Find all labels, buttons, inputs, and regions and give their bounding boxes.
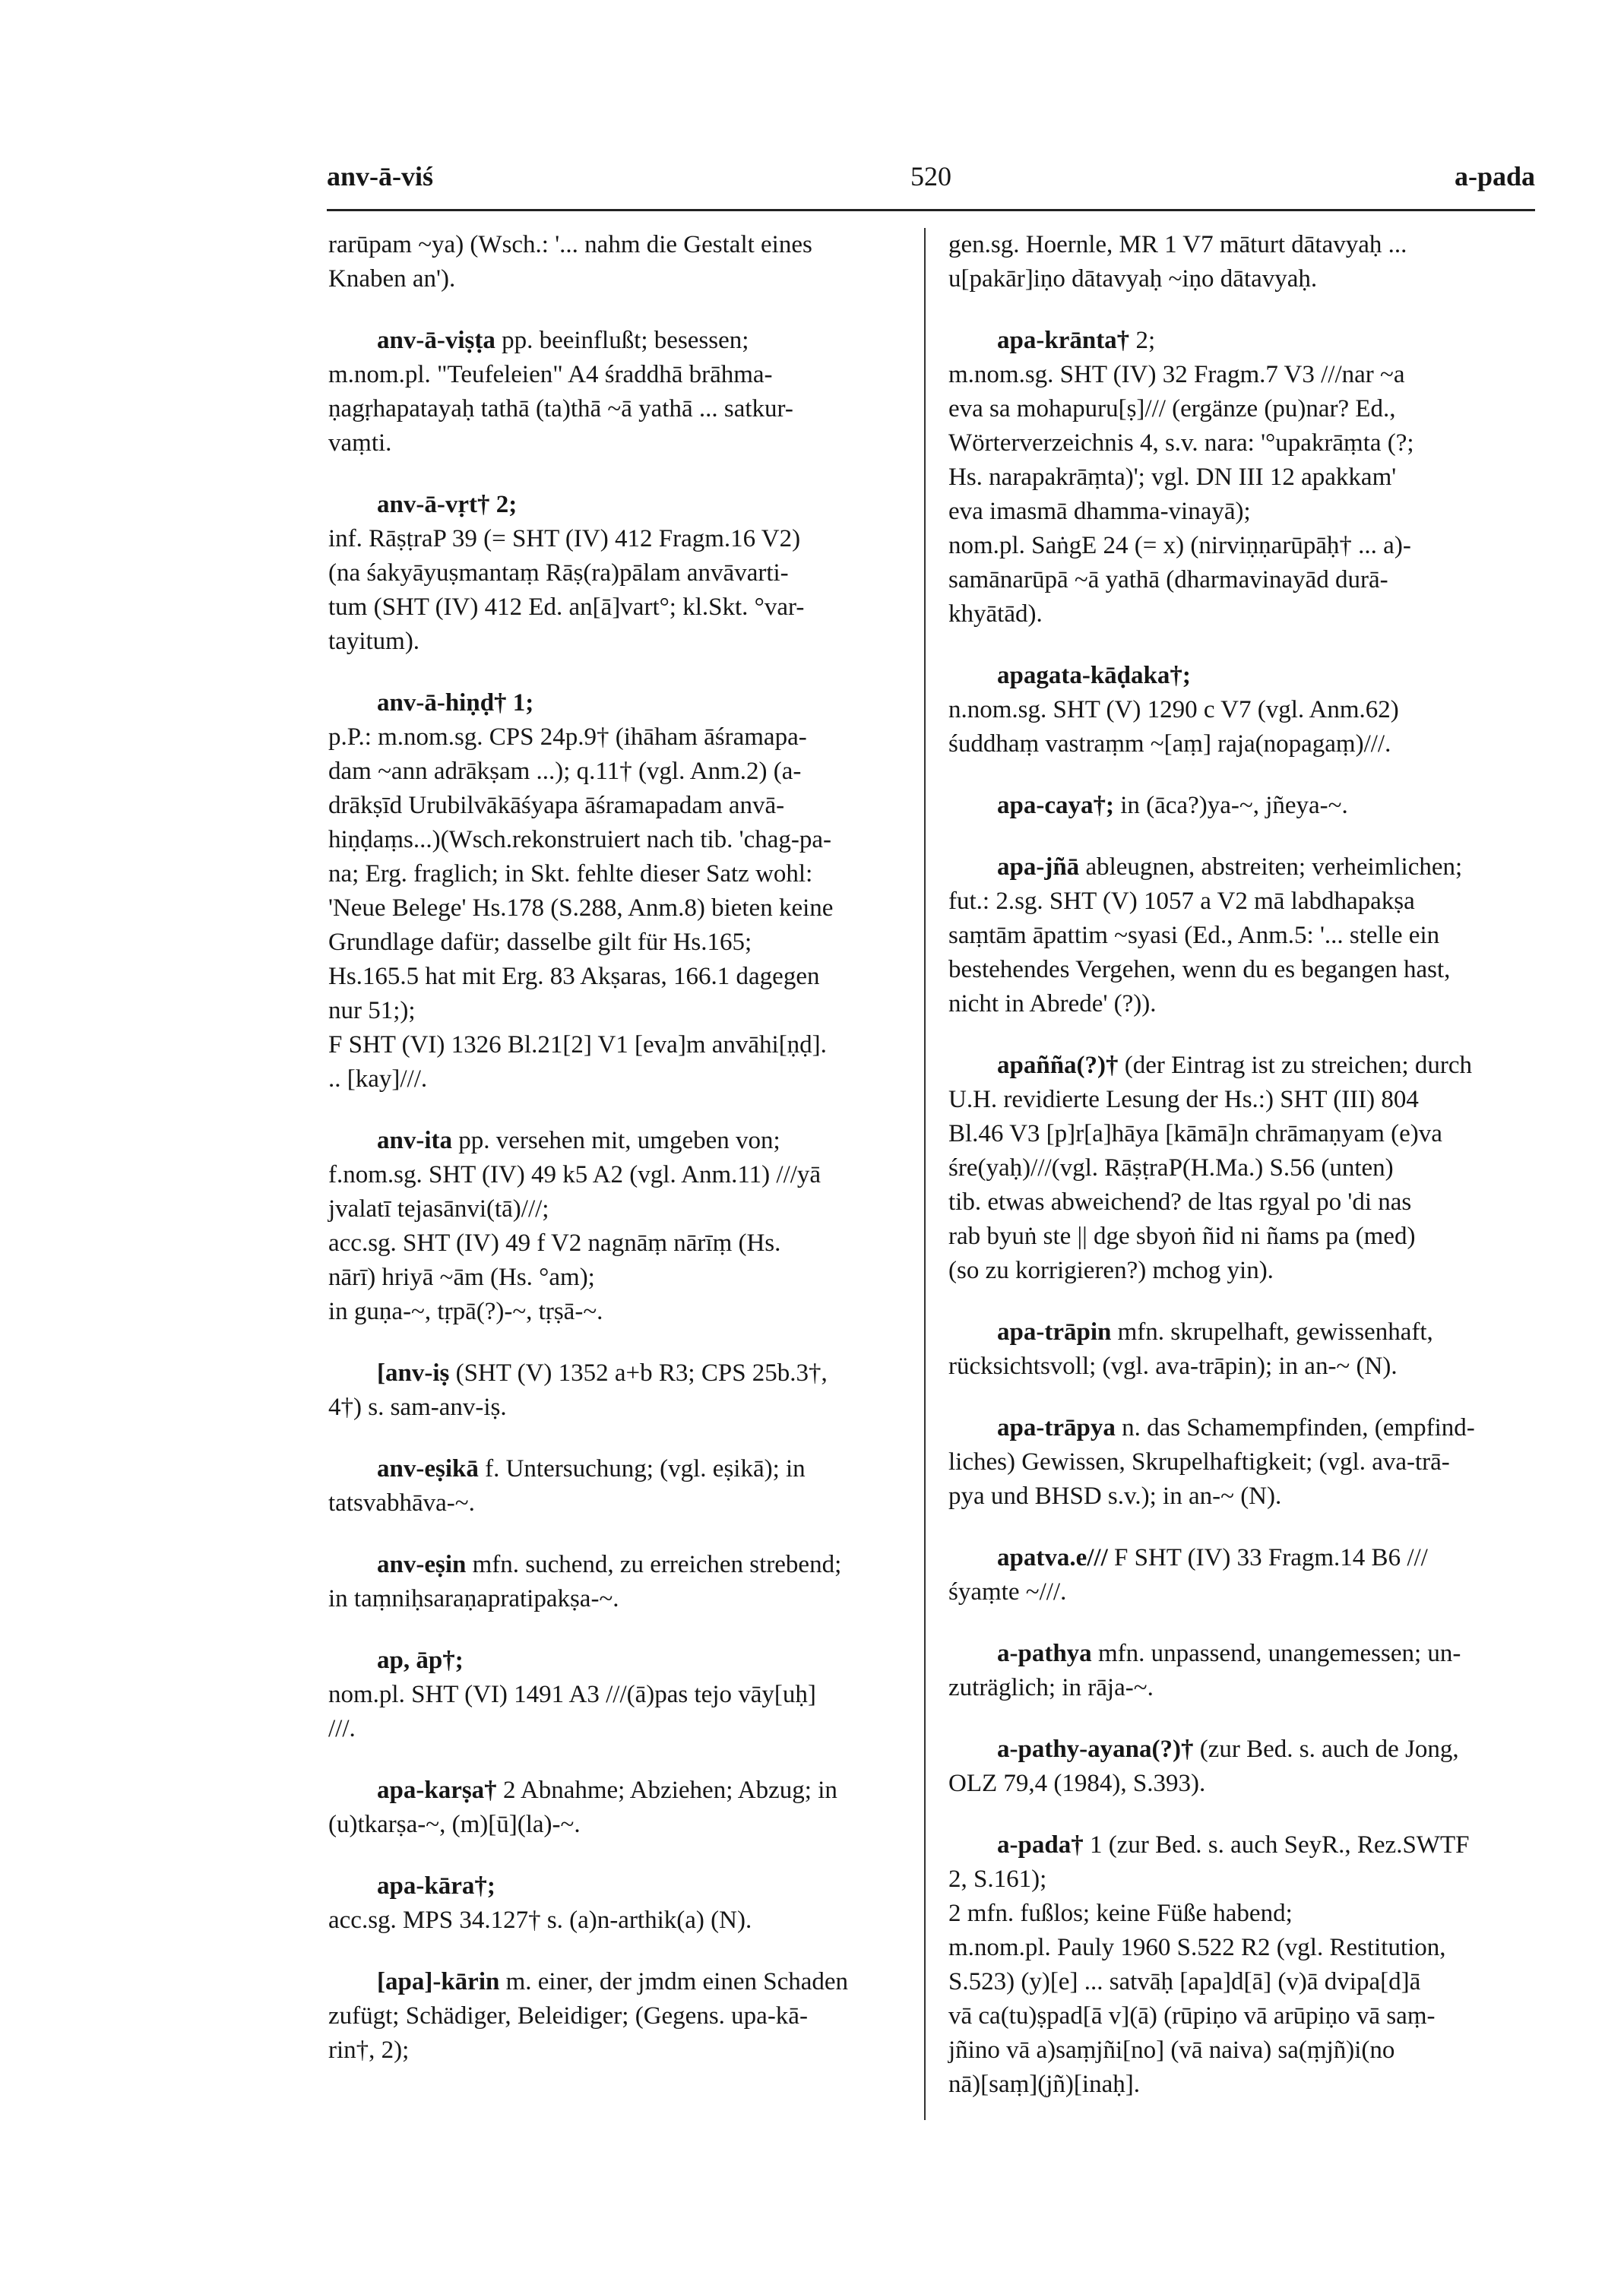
entry-text: S.523) (y)[e] ... satvāḥ [apa]d[ā] (v)ā dvipa[d]ā: [948, 1968, 1421, 1995]
right-column: [948, 228, 1537, 2129]
entry-text: Bl.46 V3 [p]r[a]hāya [kāmā]n chrāmaṇyam (e)va: [948, 1120, 1442, 1147]
dictionary-entry: [948, 228, 1537, 296]
entry-text: n.nom.sg. SHT (V) 1290 c V7 (vgl. Anm.62): [948, 696, 1399, 723]
entry-line: [328, 522, 917, 556]
entry-text: rücksichtsvoll; (vgl. ava-trāpin); in an-~ (N).: [948, 1353, 1398, 1380]
entry-text: zuträglich; in rāja-~.: [948, 1674, 1154, 1701]
entry-line: [328, 1486, 917, 1521]
entry-text: mfn. unpassend, unangemessen; un-: [1091, 1640, 1461, 1667]
entry-text: śre(yaḥ)///(vgl. RāṣṭraP(H.Ma.) S.56 (unten): [948, 1154, 1394, 1182]
entry-line: [328, 1192, 917, 1226]
entry-line: [328, 686, 917, 720]
entry-line: [948, 659, 1537, 693]
entry-line: [948, 1254, 1537, 1288]
entry-text: (SHT (V) 1352 a+b R3; CPS 25b.3†,: [449, 1359, 828, 1387]
entry-line: [948, 1117, 1537, 1151]
entry-line: [328, 1226, 917, 1261]
entry-line: [948, 1411, 1537, 1445]
dictionary-entry: [328, 1124, 917, 1329]
entry-text: (der Eintrag ist zu streichen; durch: [1118, 1052, 1473, 1079]
entry-text: dam ~ann adrākṣam ...); q.11† (vgl. Anm.2) (a-: [328, 758, 802, 785]
page-number: 520: [910, 161, 951, 191]
entry-line: [328, 392, 917, 426]
entry-line: [328, 324, 917, 358]
entry-text: gen.sg. Hoernle, MR 1 V7 māturt dātavyaḥ ...: [948, 231, 1407, 258]
entry-text: .. [kay]///.: [328, 1065, 428, 1093]
entry-line: [328, 488, 917, 522]
entry-text: pya und BHSD s.v.); in an-~ (N).: [948, 1483, 1282, 1510]
entry-line: [948, 850, 1537, 885]
entry-text: ableugnen, abstreiten; verheimlichen;: [1079, 853, 1463, 881]
entry-text: OLZ 79,4 (1984), S.393).: [948, 1770, 1206, 1797]
entry-line: [948, 953, 1537, 987]
dictionary-entry: [328, 686, 917, 1097]
entry-line: [328, 960, 917, 994]
entry-lemma: anv-ā-hiṇḍ† 1;: [377, 689, 534, 717]
entry-line: [328, 1548, 917, 1582]
entry-text: n. das Schamempfinden, (empfind-: [1115, 1414, 1475, 1441]
entry-text: m.nom.pl. Pauly 1960 S.522 R2 (vgl. Restitution,: [948, 1934, 1446, 1961]
entry-text: drākṣīd Urubilvākāśyapa āśramapadam anvā-: [328, 792, 785, 819]
entry-line: [948, 262, 1537, 296]
entry-line: [328, 1644, 917, 1678]
entry-text: (zur Bed. s. auch de Jong,: [1193, 1736, 1459, 1763]
entry-line: [948, 885, 1537, 919]
entry-text: Wörterverzeichnis 4, s.v. nara: '°upakrāṃta (?;: [948, 429, 1414, 457]
dictionary-entry: [328, 1965, 917, 2068]
entry-line: [948, 1541, 1537, 1575]
entry-line: [328, 1965, 917, 1999]
entry-text: saṃtām āpattim ~syasi (Ed., Anm.5: '... stelle ein: [948, 922, 1440, 949]
entry-text: f. Untersuchung; (vgl. eṣikā); in: [478, 1455, 806, 1483]
entry-lemma: apañña(?)†: [997, 1052, 1119, 1079]
entry-text: Knaben an').: [328, 265, 456, 293]
entry-line: [948, 789, 1537, 823]
entry-line: [948, 1151, 1537, 1185]
entry-text: śyaṃte ~///.: [948, 1578, 1067, 1606]
entry-text: u[pakār]iṇo dātavyaḥ ~iṇo dātavyaḥ.: [948, 265, 1318, 293]
entry-text: nicht in Abrede' (?)).: [948, 990, 1157, 1017]
entry-line: [948, 1828, 1537, 1862]
entry-text: ṇagṛhapatayaḥ tathā (ta)thā ~ā yathā ... satkur-: [328, 395, 793, 422]
entry-lemma: anv-ā-vṛt† 2;: [377, 491, 518, 518]
entry-lemma: apa-trāpya: [997, 1414, 1116, 1441]
entry-text: mfn. suchend, zu erreichen strebend;: [466, 1551, 842, 1578]
entry-line: [328, 994, 917, 1028]
entry-text: mfn. skrupelhaft, gewissenhaft,: [1111, 1318, 1433, 1346]
entry-text: nur 51;);: [328, 997, 416, 1024]
entry-text: hiṇḍaṃs...)(Wsch.rekonstruiert nach tib. 'chag-pa-: [328, 826, 832, 853]
entry-text: vaṃti.: [328, 429, 392, 457]
entry-text: Grundlage dafür; dasselbe gilt für Hs.165;: [328, 929, 752, 956]
dictionary-entry: [948, 1828, 1537, 2102]
entry-text: 4†) s. sam-anv-iṣ.: [328, 1394, 507, 1421]
left-column: [328, 228, 917, 2095]
entry-text: in taṃniḥsaraṇapratipakṣa-~.: [328, 1585, 619, 1612]
entry-line: [948, 727, 1537, 761]
entry-text: in (āca?)ya-~, jñeya-~.: [1113, 792, 1348, 819]
entry-text: bestehendes Vergehen, wenn du es begangen hast,: [948, 956, 1451, 983]
entry-text: acc.sg. MPS 34.127† s. (a)n-arthik(a) (N).: [328, 1907, 752, 1934]
entry-lemma: anv-eṣin: [377, 1551, 467, 1578]
entry-text: rarūpam ~ya) (Wsch.: '... nahm die Gestalt eines: [328, 231, 812, 258]
entry-text: U.H. revidierte Lesung der Hs.:) SHT (III) 804: [948, 1086, 1419, 1113]
entry-lemma: apatva.e///: [997, 1544, 1108, 1571]
entry-lemma: apa-karṣa†: [377, 1777, 497, 1804]
entry-lemma: apagata-kāḍaka†;: [997, 662, 1191, 689]
dictionary-entry: [328, 488, 917, 659]
entry-text: m.nom.sg. SHT (IV) 32 Fragm.7 V3 ///nar ~a: [948, 361, 1405, 388]
entry-line: [948, 1445, 1537, 1479]
entry-line: [948, 426, 1537, 460]
entry-text: inf. RāṣṭraP 39 (= SHT (IV) 412 Fragm.16 V2): [328, 525, 801, 552]
dictionary-entry: [328, 1869, 917, 1938]
entry-line: [328, 1356, 917, 1391]
entry-line: [948, 1862, 1537, 1897]
dictionary-entry: [948, 789, 1537, 823]
entry-line: [328, 1808, 917, 1842]
column-divider: [924, 228, 926, 2120]
entry-line: [948, 2068, 1537, 2102]
dictionary-entry: [948, 1411, 1537, 1514]
entry-line: [328, 625, 917, 659]
entry-lemma: anv-ā-viṣṭa: [377, 327, 495, 354]
entry-text: khyātād).: [948, 600, 1043, 628]
dictionary-entry: [948, 1049, 1537, 1288]
entry-line: [948, 1965, 1537, 1999]
entry-text: eva imasmā dhamma-vinayā);: [948, 498, 1251, 525]
entry-line: [948, 1733, 1537, 1767]
entry-line: [948, 693, 1537, 727]
entry-line: [328, 228, 917, 262]
entry-line: [948, 1479, 1537, 1514]
entry-line: [328, 590, 917, 625]
entry-text: F SHT (VI) 1326 Bl.21[2] V1 [eva]m anvāhi[ṇḍ].: [328, 1031, 827, 1059]
entry-text: eva sa mohapuru[ṣ]/// (ergänze (pu)nar? Ed.,: [948, 395, 1396, 422]
entry-text: 2 Abnahme; Abziehen; Abzug; in: [496, 1777, 837, 1804]
entry-text: f.nom.sg. SHT (IV) 49 k5 A2 (vgl. Anm.11) ///yā: [328, 1161, 821, 1188]
entry-line: [948, 1897, 1537, 1931]
entry-line: [948, 460, 1537, 495]
entry-line: [328, 720, 917, 755]
entry-text: (so zu korrigieren?) mchog yin).: [948, 1257, 1274, 1284]
entry-text: samānarūpā ~ā yathā (dharmavinayād durā-: [948, 566, 1388, 593]
entry-lemma: apa-krānta†: [997, 327, 1130, 354]
entry-lemma: [apa]-kārin: [377, 1968, 500, 1995]
dictionary-entry: [328, 1644, 917, 1746]
dictionary-entry: [328, 324, 917, 460]
entry-text: F SHT (IV) 33 Fragm.14 B6 ///: [1107, 1544, 1428, 1571]
entry-text: p.P.: m.nom.sg. CPS 24p.9† (ihāham āśramapa-: [328, 723, 807, 751]
entry-text: fut.: 2.sg. SHT (V) 1057 a V2 mā labdhapakṣa: [948, 888, 1415, 915]
entry-line: [948, 987, 1537, 1021]
entry-text: 1 (zur Bed. s. auch SeyR., Rez.SWTF: [1083, 1831, 1470, 1859]
entry-lemma: anv-eṣikā: [377, 1455, 479, 1483]
entry-text: śuddhaṃ vastraṃm ~[aṃ] raja(nopagaṃ)///.: [948, 730, 1391, 758]
entry-text: jñino vā a)saṃjñi[no] (vā naiva) sa(ṃjñ)i(no: [948, 2036, 1395, 2064]
entry-text: 'Neue Belege' Hs.178 (S.288, Anm.8) bieten keine: [328, 894, 834, 922]
entry-text: na; Erg. fraglich; in Skt. fehlte dieser Satz wohl:: [328, 860, 813, 888]
entry-line: [948, 529, 1537, 563]
entry-line: [328, 1062, 917, 1097]
entry-lemma: a-pada†: [997, 1831, 1084, 1859]
entry-text: (u)tkarṣa-~, (m)[ū](la)-~.: [328, 1811, 581, 1838]
entry-lemma: apa-kāra†;: [377, 1872, 495, 1900]
dictionary-entry: [328, 1774, 917, 1842]
entry-line: [328, 926, 917, 960]
entry-line: [328, 1452, 917, 1486]
entry-line: [948, 1999, 1537, 2033]
entry-line: [948, 358, 1537, 392]
entry-line: [328, 556, 917, 590]
entry-lemma: apa-trāpin: [997, 1318, 1112, 1346]
entry-text: acc.sg. SHT (IV) 49 f V2 nagnāṃ nārīṃ (Hs.: [328, 1229, 781, 1257]
entry-line: [328, 755, 917, 789]
entry-text: jvalatī tejasānvi(tā)///;: [328, 1195, 549, 1223]
entry-text: rin†, 2);: [328, 2036, 410, 2064]
entry-text: 2 mfn. fußlos; keine Füße habend;: [948, 1900, 1293, 1927]
entry-line: [948, 1637, 1537, 1671]
entry-line: [948, 1185, 1537, 1220]
entry-line: [948, 1575, 1537, 1609]
entry-line: [948, 392, 1537, 426]
dictionary-entry: [948, 659, 1537, 761]
entry-lemma: ap, āp†;: [377, 1647, 464, 1674]
entry-text: vā ca(tu)ṣpad[ā v](ā) (rūpiṇo vā arūpiṇo vā saṃ-: [948, 2002, 1436, 2030]
entry-lemma: a-pathy-ayana(?)†: [997, 1736, 1194, 1763]
entry-line: [948, 1671, 1537, 1705]
entry-text: zufügt; Schädiger, Beleidiger; (Gegens. upa-kā-: [328, 2002, 808, 2030]
entry-line: [328, 1028, 917, 1062]
entry-text: nārī) hriyā ~ām (Hs. °am);: [328, 1264, 595, 1291]
entry-line: [328, 1391, 917, 1425]
entry-line: [948, 563, 1537, 597]
entry-text: (na śakyāyuṣmantaṃ Rāṣ(ra)pālam anvāvarti-: [328, 559, 789, 587]
dictionary-entry: [328, 1452, 917, 1521]
entry-line: [328, 1678, 917, 1712]
entry-text: Hs. narapakrāṃta)'; vgl. DN III 12 apakkam': [948, 464, 1397, 491]
entry-lemma: apa-jñā: [997, 853, 1080, 881]
entry-line: [328, 426, 917, 460]
dictionary-entry: [948, 1637, 1537, 1705]
entry-line: [948, 495, 1537, 529]
entry-line: [328, 891, 917, 926]
dictionary-entry: [948, 1315, 1537, 1384]
entry-line: [948, 324, 1537, 358]
entry-line: [328, 262, 917, 296]
entry-lemma: apa-caya†;: [997, 792, 1114, 819]
entry-text: 2;: [1129, 327, 1156, 354]
entry-lemma: anv-ita: [377, 1127, 452, 1154]
entry-text: ///.: [328, 1715, 356, 1742]
entry-text: tatsvabhāva-~.: [328, 1489, 475, 1517]
entry-lemma: a-pathya: [997, 1640, 1092, 1667]
page-header: [327, 156, 1535, 211]
entry-line: [948, 228, 1537, 262]
entry-line: [328, 1999, 917, 2033]
entry-text: rab byuṅ ste || dge sbyoṅ ñid ni ñams pa (med): [948, 1223, 1416, 1250]
entry-line: [328, 789, 917, 823]
entry-line: [948, 1315, 1537, 1350]
entry-text: pp. versehen mit, umgeben von;: [452, 1127, 780, 1154]
entry-text: tib. etwas abweichend? de ltas rgyal po 'di nas: [948, 1188, 1412, 1216]
entry-line: [948, 919, 1537, 953]
entry-line: [948, 2033, 1537, 2068]
entry-text: nom.pl. SHT (VI) 1491 A3 ///(ā)pas tejo vāy[uḥ]: [328, 1681, 816, 1708]
entry-text: Hs.165.5 hat mit Erg. 83 Akṣaras, 166.1 dagegen: [328, 963, 820, 990]
entry-line: [328, 857, 917, 891]
entry-line: [328, 1904, 917, 1938]
dictionary-entry: [328, 1356, 917, 1425]
entry-line: [328, 1158, 917, 1192]
header-right-lemma: a-pada: [1454, 161, 1535, 191]
entry-text: nā)[saṃ](jñ)[inaḥ].: [948, 2071, 1140, 2098]
entry-line: [948, 1350, 1537, 1384]
entry-text: pp. beeinflußt; besessen;: [495, 327, 749, 354]
entry-line: [948, 597, 1537, 631]
header-left-lemma: anv-ā-viś: [327, 161, 434, 191]
entry-line: [948, 1049, 1537, 1083]
dictionary-entry: [328, 1548, 917, 1616]
dictionary-entry: [948, 1733, 1537, 1801]
entry-text: nom.pl. SaṅgE 24 (= x) (nirviṇṇarūpāḥ† ... a)-: [948, 532, 1411, 559]
entry-text: m.nom.pl. "Teufeleien" A4 śraddhā brāhma-: [328, 361, 773, 388]
entry-line: [328, 1261, 917, 1295]
entry-text: tayitum).: [328, 628, 420, 655]
entry-text: m. einer, der jmdm einen Schaden: [499, 1968, 849, 1995]
entry-line: [328, 1869, 917, 1904]
entry-line: [328, 1124, 917, 1158]
dictionary-entry: [328, 228, 917, 296]
entry-line: [328, 358, 917, 392]
entry-line: [948, 1767, 1537, 1801]
dictionary-entry: [948, 324, 1537, 631]
entry-text: in guṇa-~, tṛpā(?)-~, tṛṣā-~.: [328, 1298, 603, 1325]
entry-line: [328, 1295, 917, 1329]
entry-text: tum (SHT (IV) 412 Ed. an[ā]vart°; kl.Skt. °var-: [328, 593, 805, 621]
dictionary-entry: [948, 1541, 1537, 1609]
entry-line: [328, 2033, 917, 2068]
entry-line: [948, 1220, 1537, 1254]
entry-line: [328, 1774, 917, 1808]
entry-line: [328, 1712, 917, 1746]
entry-text: liches) Gewissen, Skrupelhaftigkeit; (vgl. ava-trā-: [948, 1448, 1450, 1476]
dictionary-entry: [948, 850, 1537, 1021]
entry-text: 2, S.161);: [948, 1866, 1047, 1893]
entry-line: [948, 1931, 1537, 1965]
entry-line: [948, 1083, 1537, 1117]
entry-lemma: [anv-iṣ: [377, 1359, 450, 1387]
entry-line: [328, 1582, 917, 1616]
entry-line: [328, 823, 917, 857]
